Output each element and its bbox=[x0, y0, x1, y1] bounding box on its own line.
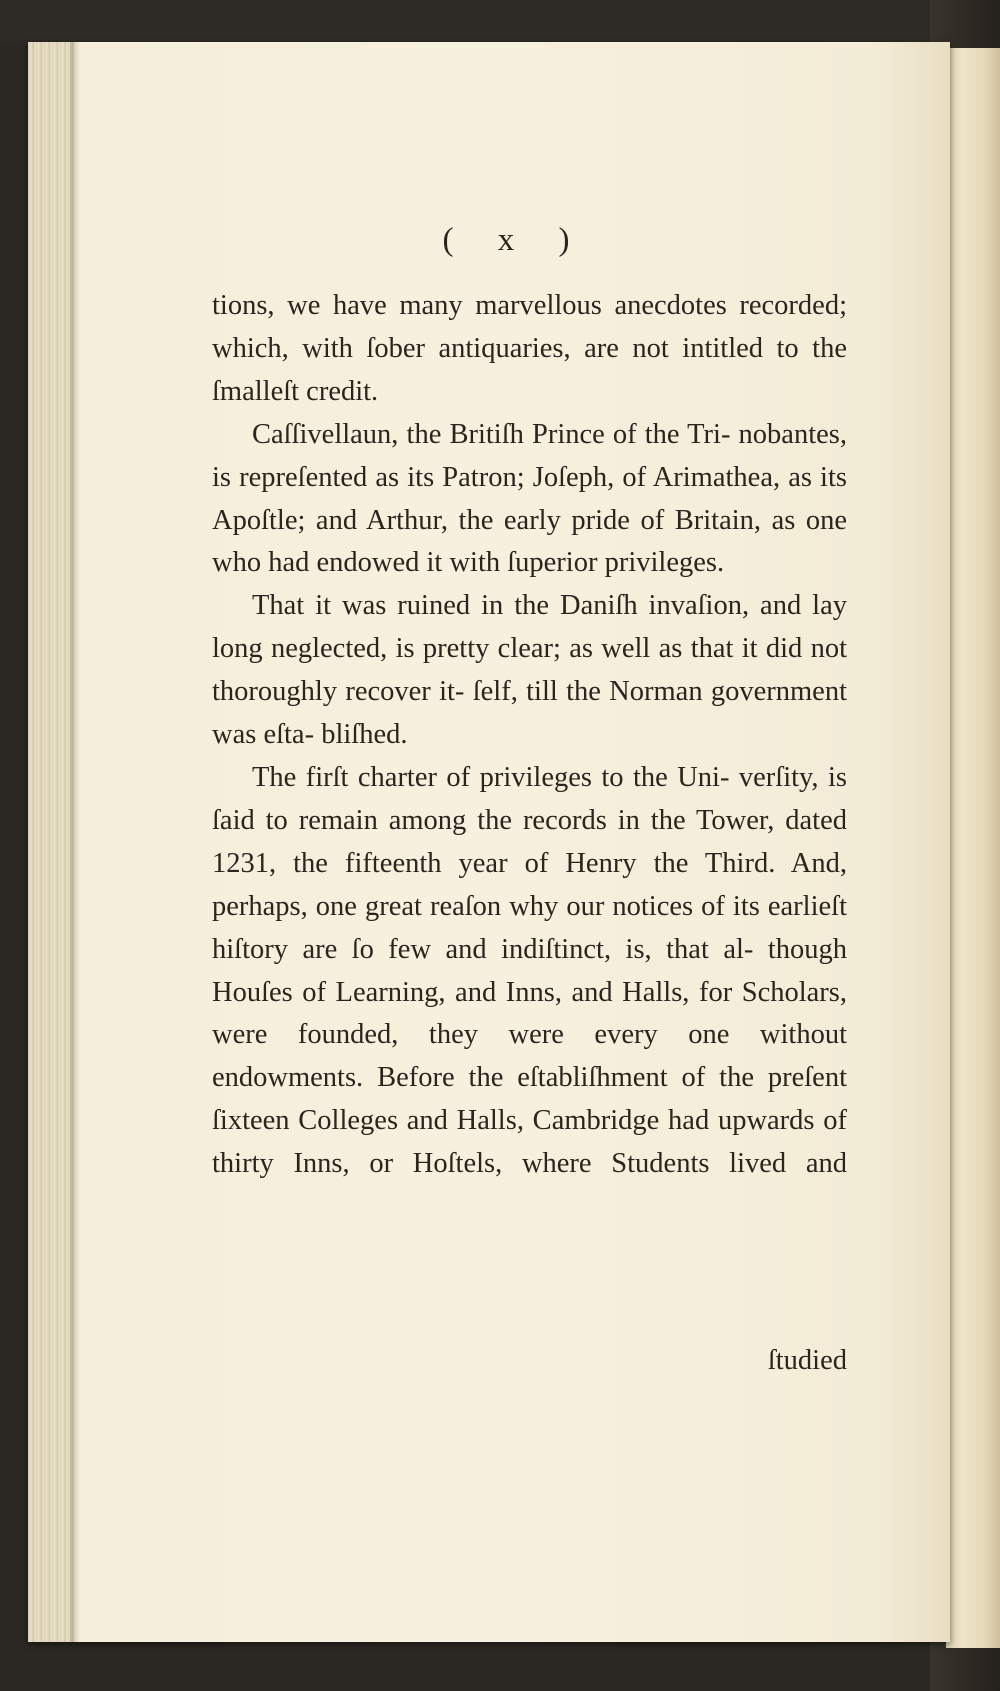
gutter-shadow bbox=[70, 42, 80, 1642]
page-number-header: ( x ) bbox=[442, 222, 588, 258]
paragraph-3: That it was ruined in the Daniſh invaſion, and lay long neglected, is pretty clear; as well as that it did not thoroughly recover it- ſelf, till the Norman government was eſta- bliſhed. bbox=[212, 590, 847, 751]
body-text bbox=[212, 285, 847, 1186]
backdrop-top bbox=[0, 0, 1000, 45]
catchword: ſtudied bbox=[767, 1345, 847, 1376]
paragraph-2: Caſſivellaun, the Britiſh Prince of the Tri- nobantes, is repreſented as its Patron; Joſeph, of Arimathea, as its Apoſtle; and Arthur, the early pride of Britain, as one who had endowed it with ſuperior privileges. bbox=[212, 418, 847, 579]
facing-page-edge bbox=[946, 48, 1000, 1648]
page-gutter bbox=[28, 42, 74, 1642]
paragraph-4: The firſt charter of privileges to the Uni- verſity, is ſaid to remain among the records in the Tower, dated 1231, the fifteenth year of Henry the Third. And, perhaps, one great reaſon why our notices of its earlieſt hiſtory are ſo few and indiſtinct, is, that al- though Houſes of Learning, and Inns, and Halls, for Scholars, were founded, they were every one without endowments. Before the eſtabliſhment of the preſent ſixteen Colleges and Halls, Cambridge had upwards of thirty Inns, or Hoſtels, where Students lived and bbox=[212, 761, 847, 1180]
paragraph-1: tions, we have many marvellous anecdotes recorded; which, with ſober antiquaries, are not intitled to the ſmalleſt credit. bbox=[212, 290, 847, 407]
